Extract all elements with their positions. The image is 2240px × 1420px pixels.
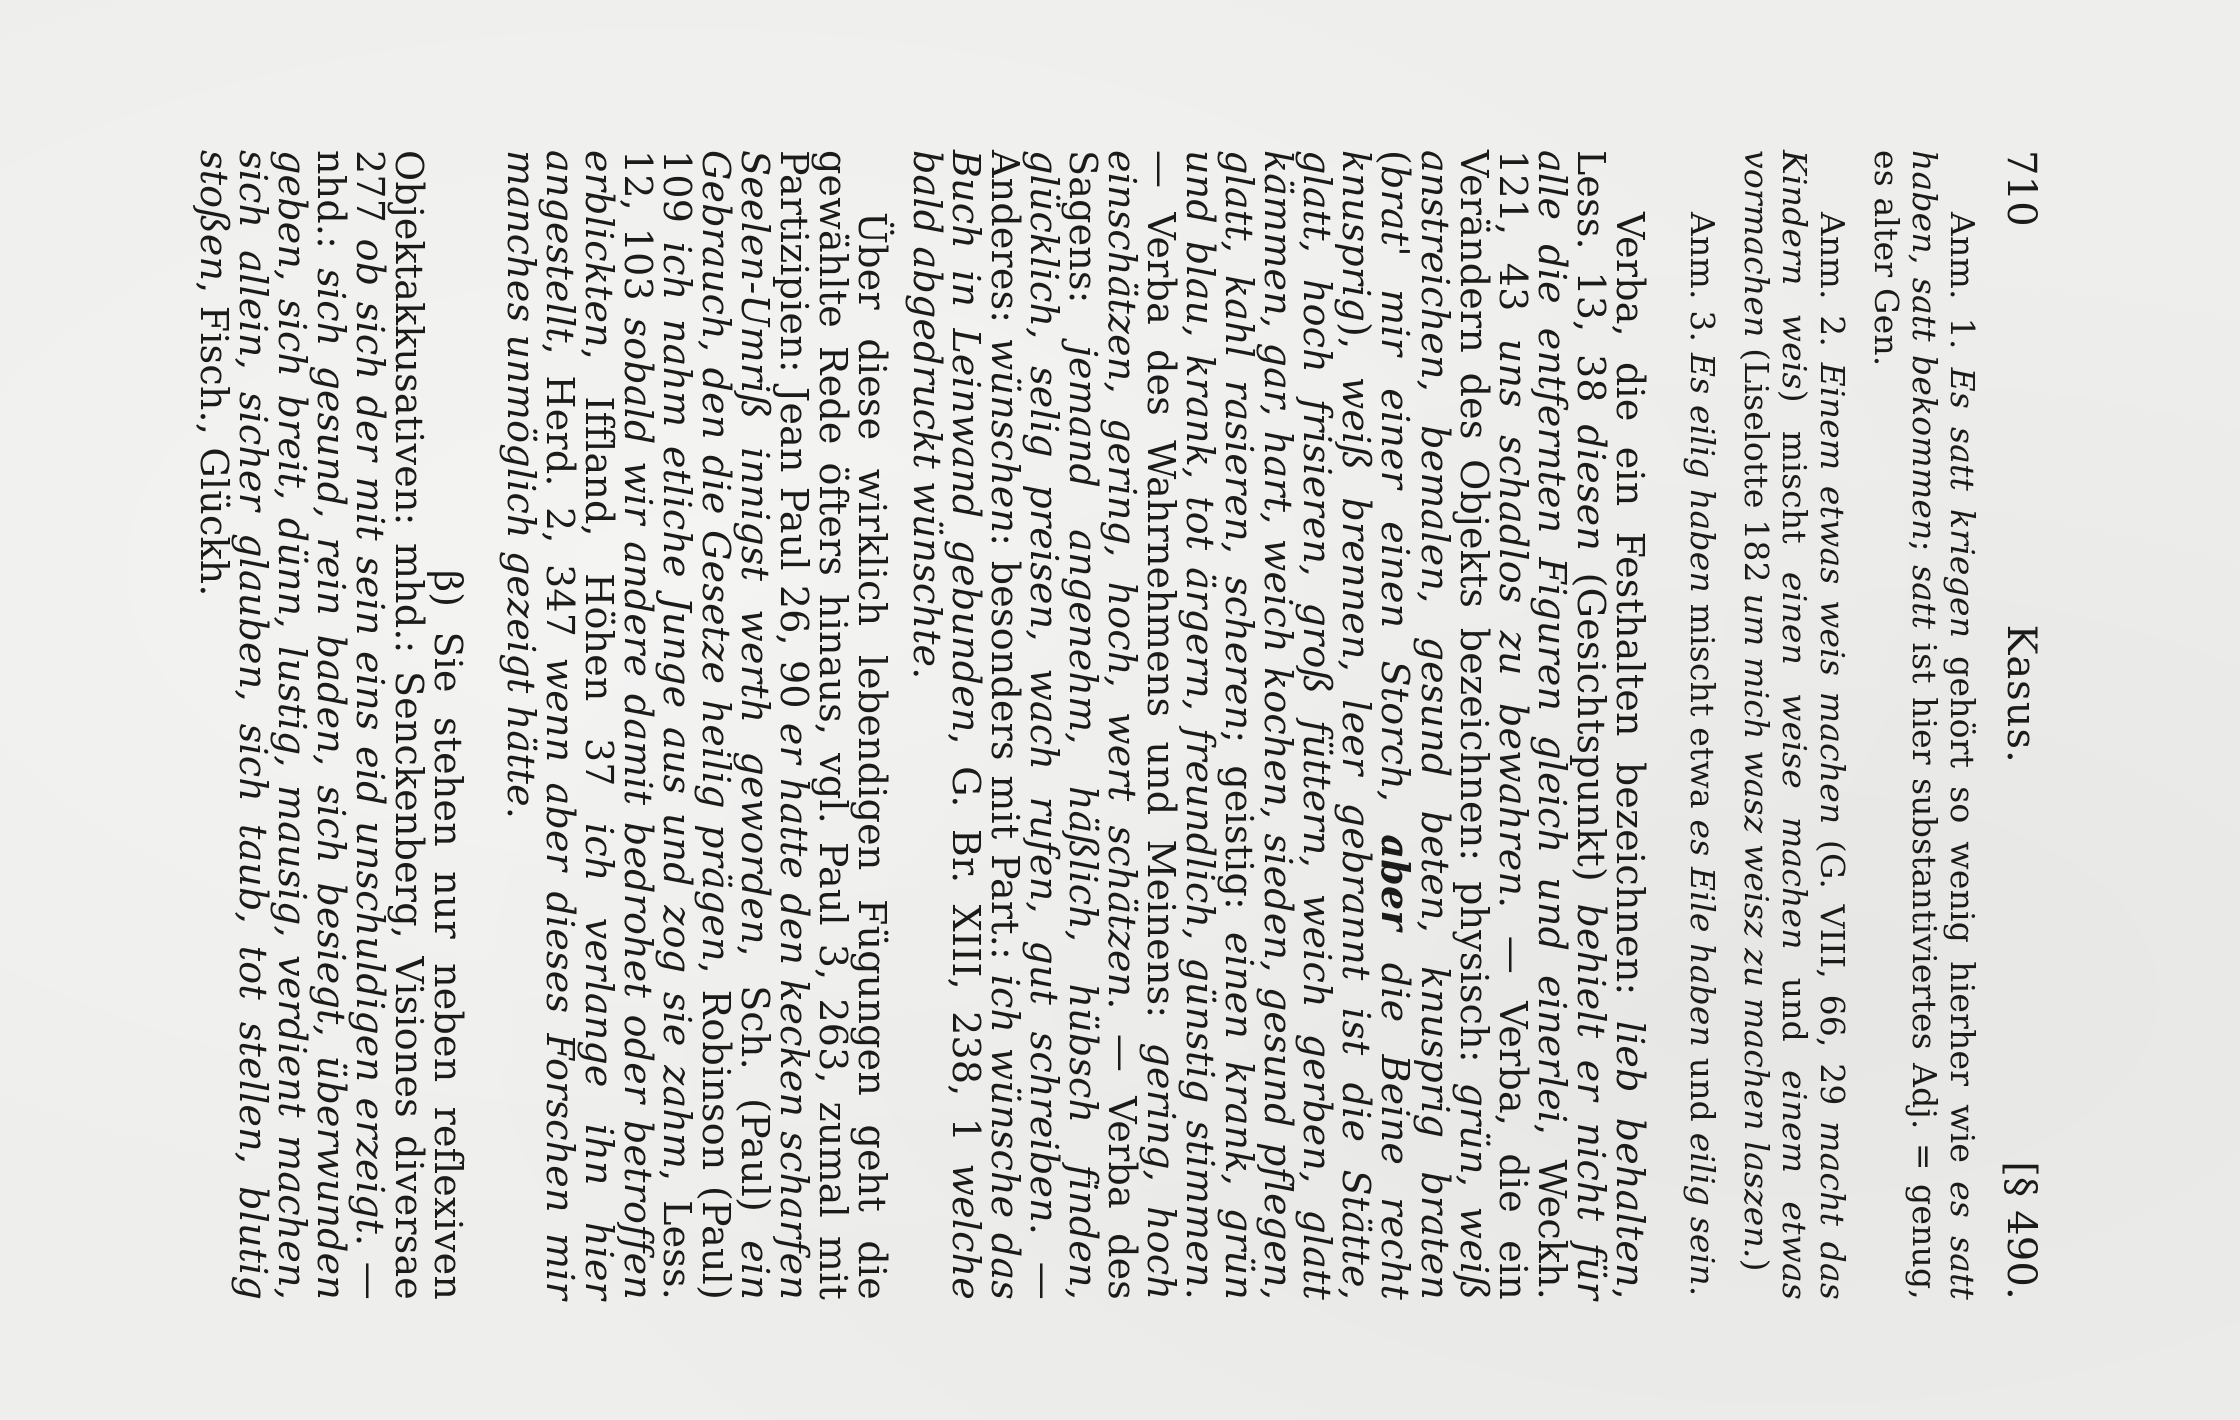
paragraph-ueber (499, 150, 894, 1301)
anm1-run: Es satt kriegen (1943, 367, 1982, 639)
note-1 (1867, 150, 1981, 1300)
verba-run: aber (1373, 834, 1418, 931)
beta-run: , Fisch., Glückh. (192, 281, 236, 597)
ueber-run: ein Gebrauch, den die Gesetze heilig prägen (694, 150, 777, 1300)
verba-run: ich wünsche das Buch in Leinwand gebunden (944, 150, 1027, 1300)
ueber-run: . (499, 806, 543, 820)
verba-run: einen krank, grün und blau, krank, tot ärgern, freundlich, günstig stimmen (1178, 150, 1261, 1300)
anm3-run: und (1683, 1047, 1722, 1133)
page-number: 710 (1998, 150, 2044, 227)
anm3-run: es Eile haben (1683, 819, 1722, 1048)
verba-run: grün, weiß anstreichen, bemalen, gesund beten, knusprig braten (1413, 150, 1496, 1300)
anm3-run: eilig sein (1683, 1132, 1722, 1286)
ueber-run: ich verlange ihn hier angestellt (538, 150, 621, 1300)
anm2-run: ) mischt (1775, 389, 1814, 572)
verba-run: , G. Br. XIII, 238, 1 (944, 732, 988, 1164)
anm1-run: satt (1905, 565, 1944, 630)
verba-run: ( (1373, 150, 1417, 166)
running-title: Kasus. (1998, 624, 2044, 764)
anm2-run: Anm. 2. (1813, 212, 1852, 363)
verba-run: . — Verba des Wahrnehmens und Meinens: (1139, 150, 1222, 1300)
verba-run: lieb behalten (1608, 1020, 1652, 1288)
ueber-run: , Robinson (Paul) 109 (655, 150, 738, 1300)
verba-run: behielt er nicht für alle die entfernten Figuren gleich und einerlei (1530, 150, 1613, 1300)
verba-run: welche bald abgedruckt wünschte (905, 150, 988, 1300)
anm2-run: (G. VIII, 66, 29 (1813, 824, 1852, 1122)
verba-run: , Less. 13, 38 (1569, 150, 1652, 1300)
paragraph-verba (905, 150, 1652, 1300)
book-page (192, 150, 2044, 1301)
ueber-run: ich nahm etliche Junge aus und zog sie zahm (655, 241, 699, 1170)
beta-run: β) Sie stehen nur neben reflexiven Objektakkusativen: mhd.: Senckenberg, Visiones diversae 277 (348, 150, 470, 1300)
anm2-run: einen weise machen (1775, 571, 1814, 950)
beta-run: ob sich der mit sein eins eid unschuldigen erzeigt (348, 238, 392, 1234)
verba-run: . (905, 667, 949, 680)
anm3-run: mischt etwa (1683, 592, 1722, 820)
anm2-run: ) (1737, 1258, 1776, 1272)
anm1-run: Anm. 1. (1943, 212, 1982, 368)
section-number: [§ 490. (1998, 1161, 2044, 1300)
verba-run: ; geistig: (1217, 730, 1261, 933)
verba-run: (Gesichtspunkt) (1569, 551, 1613, 904)
verba-run: ), (1334, 322, 1378, 377)
verba-run: brat' mir einer einen Storch, (1373, 165, 1417, 835)
anm2-run: einem etwas vormachen (1737, 150, 1814, 1300)
anm2-run: und (1775, 949, 1814, 1071)
beta-run: . — nhd.: (309, 150, 392, 1300)
verba-run: die Beine recht knusprig (1334, 150, 1417, 1300)
verba-run: wünschen (983, 337, 1027, 534)
anm1-run: ; (1905, 540, 1944, 566)
paragraph-beta (192, 150, 470, 1301)
anm3-run: Anm. 3. (1683, 212, 1722, 353)
anm2-run: Einem etwas weis machen (1813, 362, 1852, 825)
anm2-run: um mich wasz weisz zu machen laszen. (1737, 593, 1776, 1259)
verba-run: . — Verba des Sagens: (1061, 150, 1144, 1300)
verba-run: : besonders mit Part.: (983, 533, 1027, 975)
ueber-run: Über diese wirklich lebendigen Fügungen geht die gewählte Rede öfters hinaus, vgl. Paul 3, 263, zumal mit Partizipien: Jean Paul 26, 90 (772, 150, 894, 1300)
anm3-run: . (1683, 1285, 1722, 1297)
verba-run: . — Verba, die ein Verändern des Objekts bezeichnen: physisch: (1452, 150, 1535, 1300)
anm1-run: ist hier substantiviertes Adj. = genug, es alter Gen. (1867, 150, 1944, 1300)
note-2 (1737, 150, 1851, 1300)
ueber-run: , Iffland, Höhen 37 (577, 347, 621, 823)
note-3 (1683, 150, 1721, 1300)
page-header (1998, 150, 2044, 1300)
anm1-run: es satt haben, satt bekommen (1905, 150, 1982, 1301)
anm2-run: macht das Kindern weis (1775, 150, 1852, 1300)
beta-run: sich gesund, rein baden, sich besiegt, überwunden geben, sich breit, dünn, lustig, mausig, verdient machen, sich allein, sicher glauben, sich taub, tot stellen, blutig stoßen (192, 150, 353, 1301)
verba-run: uns schadlos zu bewahren (1491, 338, 1535, 897)
verba-run: gering, hoch einschätzen, gering, hoch, wert schätzen (1100, 150, 1183, 1300)
anm1-run: gehört so wenig hierher wie (1943, 638, 1982, 1182)
ueber-run: , Herd. 2, 347 (538, 342, 582, 658)
verba-run: diesen (1569, 424, 1613, 552)
ueber-run: wenn aber dieses Forschen mir manches unmöglich gezeigt hätte (499, 150, 582, 1300)
verba-run: Verba, die ein Festhalten bezeichnen: (1608, 212, 1652, 1021)
ueber-run: er hatte den kecken scharfen Seelen-Umriß innigst werth geworden (733, 150, 816, 1301)
verba-run: , Weckh. 121, 43 (1491, 150, 1574, 1300)
verba-run: . — Anderes: (983, 150, 1066, 1300)
anm3-run: Es eilig haben (1683, 352, 1722, 593)
verba-run: weiß brennen, leer gebrannt ist die Stätte, glatt, hoch frisieren, groß füttern, weich gerben, glatt kämmen, gar, hart, weich kochen, sieden, gesund pflegen, glatt, kahl rasieren, scheren (1217, 150, 1378, 1300)
anm2-run: (Liselotte 182 (1737, 337, 1776, 594)
ueber-run: , Less. 12, 103 (616, 150, 699, 1300)
ueber-run: , Sch. (Paul) (733, 944, 777, 1241)
ueber-run: sobald wir andere damit bedrohet oder betroffen erblickten (577, 150, 660, 1300)
verba-run: jemand angenehm, häßlich, hübsch finden, glücklich, selig preisen, wach rufen, gut schreiben (1022, 150, 1105, 1300)
